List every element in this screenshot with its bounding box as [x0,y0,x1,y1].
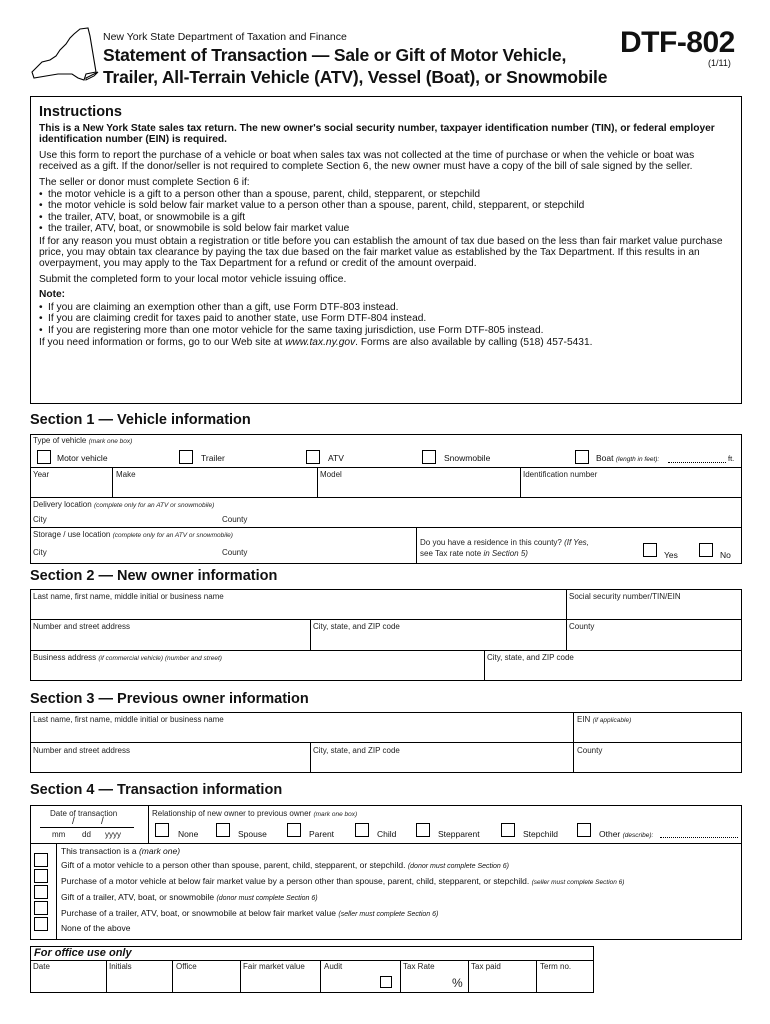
new-owner-county-field[interactable]: County [569,622,595,631]
new-owner-city-state-zip-field[interactable]: City, state, and ZIP code [313,622,400,631]
transaction-purchase-motor-vehicle-label: Purchase of a motor vehicle at below fair market value by a person other than spouse, parent, child, stepparent, or stepchild. (seller must complete Section 6) [61,876,625,886]
relationship-parent-checkbox[interactable] [287,823,301,837]
relationship-parent-label: Parent [309,829,335,839]
list-item: • If you are registering more than one motor vehicle for the same taxing jurisdiction, use Form DTF-805 instead. [39,325,734,336]
transaction-gift-motor-vehicle-label: Gift of a motor vehicle to a person other than spouse, parent, child, stepparent, or stepchild. (donor must complete Section 6) [61,860,509,870]
instructions-para1: Use this form to report the purchase of a vehicle or boat when sales tax was not collected at the time of purchase or when the vehicle or boat was received as a gift. If the donor/seller is not required to complete Section 6, the new owner must have a copy of the bill of sale signed by the seller. [39,149,695,173]
relationship-stepparent-checkbox[interactable] [416,823,430,837]
delivery-county-field[interactable]: County [222,515,248,524]
storage-city-field[interactable]: City [33,548,47,557]
relationship-spouse-checkbox[interactable] [216,823,230,837]
office-date-field[interactable]: Date [33,962,50,971]
date-dd-label: dd [82,830,91,839]
transaction-none-checkbox[interactable] [34,917,48,931]
form-title-line1: Statement of Transaction — Sale or Gift of Motor Vehicle, [103,45,567,65]
delivery-location-label: Delivery location (complete only for an ATV or snowmobile) [33,500,215,509]
office-tax-rate-percent: % [452,976,463,990]
previous-owner-county-field[interactable]: County [577,746,603,755]
motor-vehicle-checkbox[interactable] [37,450,51,464]
website-link[interactable]: www.tax.ny.gov [285,336,356,348]
transaction-purchase-motor-vehicle-checkbox[interactable] [34,869,48,883]
transaction-purchase-trailer-checkbox[interactable] [34,901,48,915]
instructions-heading: Instructions [39,104,122,120]
office-term-no-field[interactable]: Term no. [540,962,572,971]
relationship-child-label: Child [377,829,397,839]
previous-owner-name-field[interactable]: Last name, first name, middle initial or business name [33,715,224,724]
office-tax-paid-field[interactable]: Tax paid [471,962,501,971]
section3-title: Section 3 — Previous owner information [30,691,309,707]
relationship-other-field[interactable] [660,837,738,838]
date-separator: / [101,816,104,827]
list-item: • the motor vehicle is a gift to a person other than a spouse, parent, child, stepparent, or stepchild [39,189,734,200]
residence-no-checkbox[interactable] [699,543,713,557]
relationship-other-checkbox[interactable] [577,823,591,837]
relationship-child-checkbox[interactable] [355,823,369,837]
section2-title: Section 2 — New owner information [30,568,278,584]
list-item: • If you are claiming an exemption other than a gift, use Form DTF-803 instead. [39,302,734,313]
boat-label: Boat (length in feet): [596,453,660,463]
office-office-field[interactable]: Office [176,962,197,971]
transaction-date-field[interactable] [40,827,134,828]
new-owner-business-address-field[interactable]: Business address (if commercial vehicle) (number and street) [33,653,222,662]
residence-yes-checkbox[interactable] [643,543,657,557]
relationship-other-label: Other (describe): [599,829,654,839]
storage-location-label: Storage / use location (complete only for an ATV or snowmobile) [33,530,233,539]
instructions-bold-intro: This is a New York State sales tax return. The new owner's social security number, taxpayer identification number (TIN), or federal employer identification number (EIN) is required. [39,123,715,146]
note-bullets [39,302,734,336]
transaction-gift-trailer-checkbox[interactable] [34,885,48,899]
storage-county-field[interactable]: County [222,548,248,557]
vehicle-type-label: Type of vehicle (mark one box) [33,436,133,445]
previous-owner-city-state-zip-field[interactable]: City, state, and ZIP code [313,746,400,755]
relationship-spouse-label: Spouse [238,829,267,839]
transaction-gift-motor-vehicle-checkbox[interactable] [34,853,48,867]
section6-intro: The seller or donor must complete Section 6 if: [39,176,250,188]
atv-label: ATV [328,453,344,463]
motor-vehicle-label: Motor vehicle [57,453,108,463]
office-use-title: For office use only [34,947,132,959]
year-field[interactable]: Year [33,470,50,479]
date-yyyy-label: yyyy [105,830,121,839]
previous-owner-address-field[interactable]: Number and street address [33,746,130,755]
office-audit-checkbox[interactable] [380,976,392,988]
atv-checkbox[interactable] [306,450,320,464]
transaction-none-label: None of the above [61,923,131,933]
new-owner-name-field[interactable]: Last name, first name, middle initial or business name [33,592,224,601]
new-owner-address-field[interactable]: Number and street address [33,622,130,631]
relationship-stepparent-label: Stepparent [438,829,480,839]
office-initials-field[interactable]: Initials [109,962,132,971]
new-owner-ssn-field[interactable]: Social security number/TIN/EIN [569,592,681,601]
form-number: DTF-802 [620,26,735,59]
note-heading: Note: [39,289,66,301]
section6-bullets [39,189,734,235]
list-item: • the trailer, ATV, boat, or snowmobile is sold below fair market value [39,223,734,234]
new-owner-business-city-field[interactable]: City, state, and ZIP code [487,653,574,662]
office-audit-field[interactable]: Audit [324,962,343,971]
residence-question: Do you have a residence in this county? (If Yes, see Tax rate note in Section 5) [420,538,589,558]
model-field[interactable]: Model [320,470,342,479]
relationship-none-checkbox[interactable] [155,823,169,837]
trailer-label: Trailer [201,453,225,463]
section4-box [30,805,742,940]
agency-name: New York State Department of Taxation and Finance [103,31,347,43]
date-mm-label: mm [52,830,66,839]
website-line: If you need information or forms, go to our Web site at www.tax.ny.gov. Forms are also available by calling (518) 457-5431. [39,336,593,348]
relationship-stepchild-label: Stepchild [523,829,558,839]
transaction-purchase-trailer-label: Purchase of a trailer, ATV, boat, or snowmobile at below fair market value (seller must complete Section 6) [61,908,439,918]
list-item: • the trailer, ATV, boat, or snowmobile is a gift [39,212,734,223]
delivery-city-field[interactable]: City [33,515,47,524]
transaction-type-intro: This transaction is a (mark one) [61,846,181,856]
date-separator: / [72,816,75,827]
form-revision: (1/11) [708,58,731,68]
snowmobile-checkbox[interactable] [422,450,436,464]
snowmobile-label: Snowmobile [444,453,491,463]
section1-title: Section 1 — Vehicle information [30,412,251,428]
previous-owner-ein-field[interactable]: EIN (if applicable) [577,715,632,724]
instructions-box [30,96,742,404]
relationship-label: Relationship of new owner to previous owner (mark one box) [152,809,358,818]
identification-number-field[interactable]: Identification number [523,470,598,479]
residence-no-label: No [720,550,731,560]
section4-title: Section 4 — Transaction information [30,782,283,798]
relationship-stepchild-checkbox[interactable] [501,823,515,837]
office-fair-market-value-field[interactable]: Fair market value [243,962,305,971]
section2-box [30,589,742,681]
instructions-para2: If for any reason you must obtain a registration or title before you can establish the amount of tax due based on the less than fair market value purchase price, you may obtain tax clearance by paying the tax due based on the fair market value as established by the Tax Department. If this results in an overpayment, you may apply to the Tax Department for a refund or credit of the amount overpaid. [39,235,723,270]
boat-length-field[interactable] [668,462,726,463]
instructions-para3: Submit the completed form to your local motor vehicle issuing office. [39,273,347,285]
office-tax-rate-field[interactable]: Tax Rate [403,962,435,971]
ft-label: ft. [728,454,735,463]
list-item: • the motor vehicle is sold below fair market value to a person other than a spouse, parent, child, stepparent, or stepchild [39,200,734,211]
list-item: • If you are claiming credit for taxes paid to another state, use Form DTF-804 instead. [39,313,734,324]
new-york-state-map-icon [28,26,100,84]
trailer-checkbox[interactable] [179,450,193,464]
boat-checkbox[interactable] [575,450,589,464]
form-title-line2: Trailer, All-Terrain Vehicle (ATV), Vessel (Boat), or Snowmobile [103,67,608,87]
transaction-gift-trailer-label: Gift of a trailer, ATV, boat, or snowmobile (donor must complete Section 6) [61,892,318,902]
make-field[interactable]: Make [116,470,136,479]
transaction-date-label: Date of transaction [50,809,118,818]
residence-yes-label: Yes [664,550,678,560]
relationship-none-label: None [178,829,199,839]
